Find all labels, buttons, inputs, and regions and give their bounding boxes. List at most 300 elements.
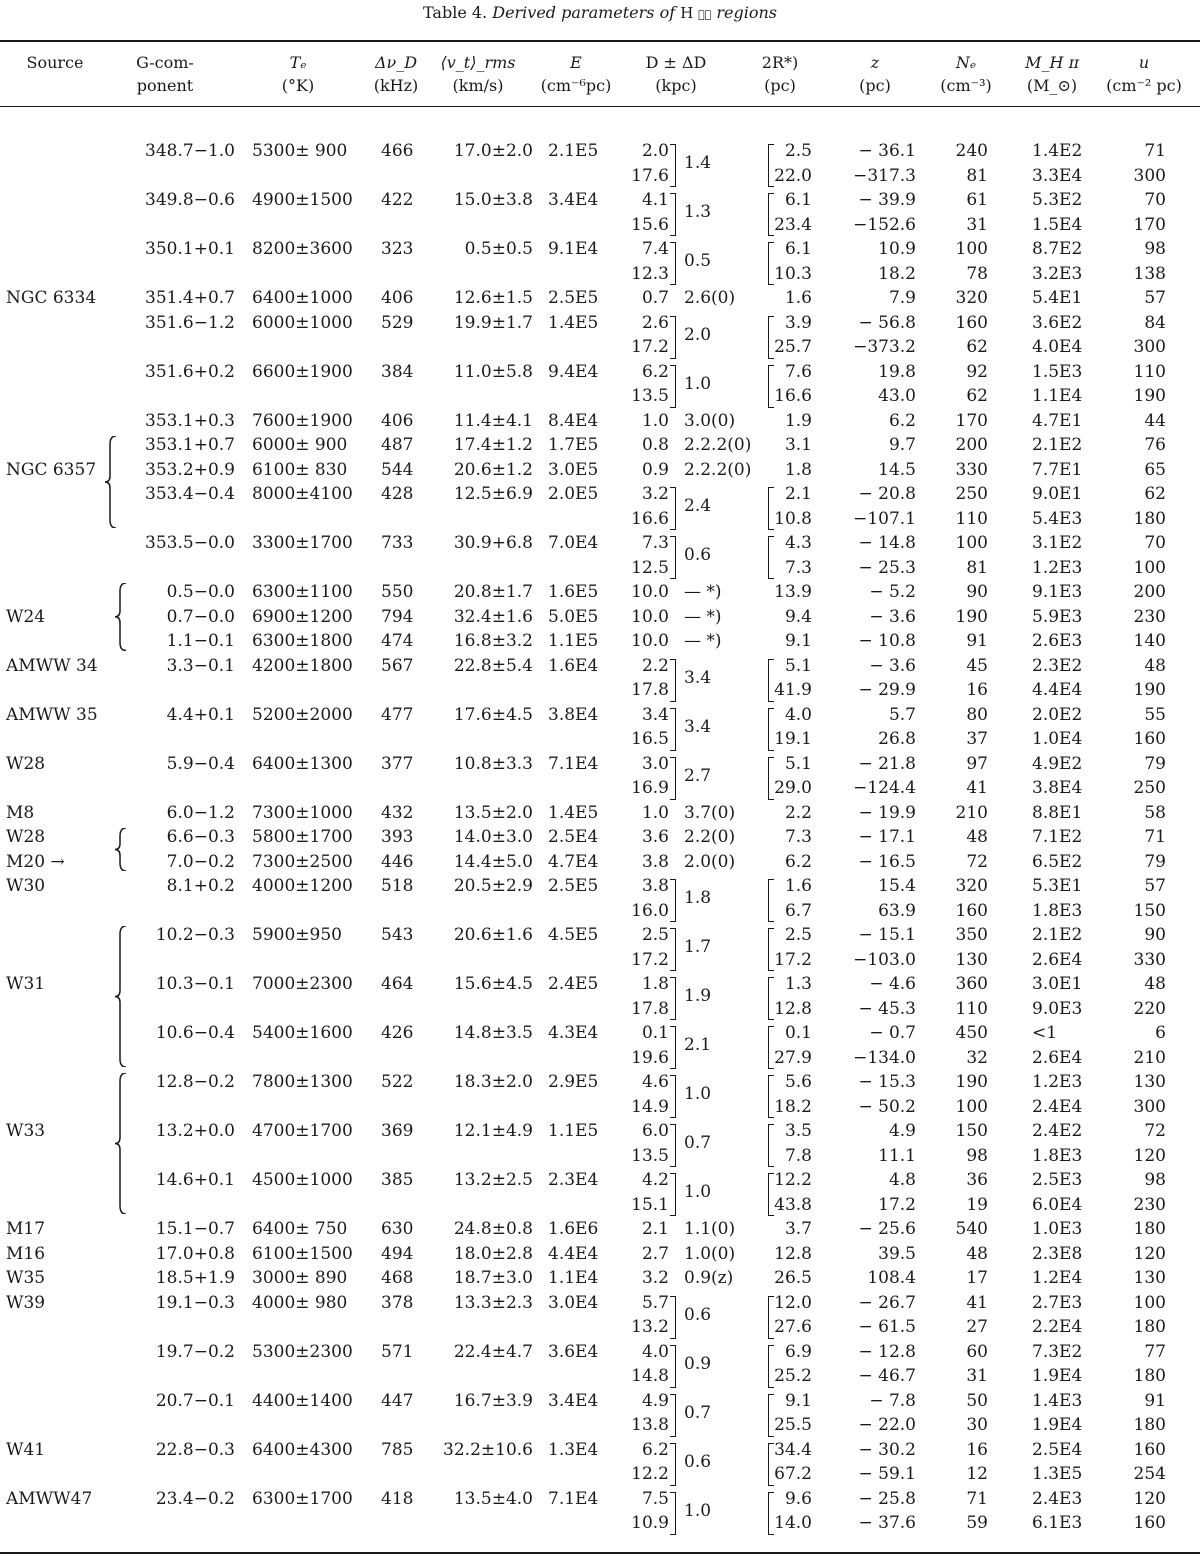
delta-d-cell: 1.0 xyxy=(684,1500,712,1521)
mass-cell: 1.5E4 xyxy=(1032,214,1083,235)
z-cell: − 46.7 xyxy=(858,1366,916,1386)
mass-cell: 5.3E2 xyxy=(1032,190,1083,210)
mass-cell: 1.0E4 xyxy=(1032,729,1083,749)
emission-cell: 3.0E4 xyxy=(548,1292,599,1313)
u-cell: 150 xyxy=(1133,900,1166,921)
table-row xyxy=(0,1242,1200,1267)
vt-cell: 13.3±2.3 xyxy=(453,1292,533,1313)
z-cell: − 15.1 xyxy=(858,925,916,945)
ne-cell: 90 xyxy=(966,582,988,602)
u-cell: 180 xyxy=(1133,1415,1166,1435)
mass-cell: 2.7E3 xyxy=(1032,1292,1083,1313)
ne-cell: 32 xyxy=(966,1047,988,1068)
z-cell: − 26.7 xyxy=(858,1292,916,1313)
col-header-line1: G-com- xyxy=(136,53,194,72)
mass-cell: 3.3E4 xyxy=(1032,165,1083,186)
ne-cell: 12 xyxy=(966,1464,988,1484)
z-cell: 17.2 xyxy=(878,1194,916,1215)
table-row xyxy=(0,1487,1200,1536)
table-row xyxy=(0,605,1200,630)
te-cell: 4000± 980 xyxy=(252,1292,348,1313)
col-header-line1: Tₑ xyxy=(289,53,307,72)
delta-d-cell: 2.4 xyxy=(684,496,712,517)
delta-nu-cell: 377 xyxy=(381,753,414,774)
distance-cell: 10.0 xyxy=(631,606,669,627)
vt-cell: 20.6±1.2 xyxy=(453,459,533,480)
delta-d-cell: 0.9(z) xyxy=(684,1268,734,1288)
radius-bracket xyxy=(768,1026,774,1069)
distance-cell: 16.0 xyxy=(631,900,669,921)
radius-cell: 16.6 xyxy=(774,386,812,406)
table-row xyxy=(0,139,1200,188)
distance-cell: 17.6 xyxy=(631,165,669,186)
table-row xyxy=(0,409,1200,434)
radius-cell: 4.0 xyxy=(784,704,812,725)
radius-cell: 5.1 xyxy=(784,753,812,774)
radius-bracket xyxy=(768,1173,774,1216)
table-row xyxy=(0,311,1200,360)
g-component-cell: 351.4+0.7 xyxy=(145,288,235,308)
radius-cell: 2.5 xyxy=(784,141,812,161)
table-row xyxy=(0,1291,1200,1340)
radius-cell: 22.0 xyxy=(774,165,812,186)
delta-nu-cell: 384 xyxy=(381,361,414,382)
te-cell: 4200±1800 xyxy=(252,655,353,676)
g-component-cell: 10.2−0.3 xyxy=(155,925,235,945)
emission-cell: 4.5E5 xyxy=(548,925,599,945)
radius-cell: 27.6 xyxy=(774,1317,812,1337)
distance-cell: 2.6 xyxy=(641,312,669,333)
radius-cell: 12.0 xyxy=(774,1292,812,1313)
radius-cell: 6.1 xyxy=(784,190,812,210)
ne-cell: 130 xyxy=(955,949,988,970)
u-cell: 120 xyxy=(1133,1243,1166,1264)
table-row xyxy=(0,580,1200,605)
radius-cell: 3.1 xyxy=(784,435,812,455)
delta-d-cell: 2.2(0) xyxy=(684,827,736,847)
mass-cell: 5.9E3 xyxy=(1032,606,1083,627)
distance-cell: 16.5 xyxy=(631,729,669,749)
delta-nu-cell: 446 xyxy=(381,851,414,872)
ne-cell: 320 xyxy=(955,876,988,896)
col-header-line2: (kpc) xyxy=(655,76,697,95)
ne-cell: 100 xyxy=(955,239,988,259)
distance-cell: 2.1 xyxy=(641,1219,669,1239)
vt-cell: 20.5±2.9 xyxy=(453,876,533,896)
delta-nu-cell: 406 xyxy=(381,288,414,308)
z-cell: − 25.8 xyxy=(858,1488,916,1509)
radius-bracket xyxy=(768,1075,774,1118)
col-header-line1: Source xyxy=(26,53,84,72)
u-cell: 76 xyxy=(1144,435,1166,455)
distance-bracket xyxy=(670,977,676,1020)
distance-bracket xyxy=(670,242,676,285)
delta-d-cell: 2.2.2(0) xyxy=(684,459,752,480)
te-cell: 4500±1000 xyxy=(252,1170,353,1190)
mass-cell: 9.0E1 xyxy=(1032,484,1083,504)
vt-cell: 17.4±1.2 xyxy=(453,435,533,455)
emission-cell: 1.3E4 xyxy=(548,1439,599,1460)
mass-cell: 7.7E1 xyxy=(1032,459,1083,480)
radius-bracket xyxy=(768,316,774,359)
table-row xyxy=(0,1168,1200,1217)
vt-cell: 18.3±2.0 xyxy=(453,1072,533,1092)
distance-bracket xyxy=(670,365,676,408)
vt-cell: 16.8±3.2 xyxy=(453,631,533,651)
distance-bracket xyxy=(670,193,676,236)
te-cell: 6300±1100 xyxy=(252,582,353,602)
radius-cell: 3.5 xyxy=(784,1121,812,1141)
delta-nu-cell: 567 xyxy=(381,655,414,676)
radius-bracket xyxy=(768,1124,774,1167)
emission-cell: 2.1E5 xyxy=(548,141,599,161)
delta-d-cell: 1.0 xyxy=(684,1182,712,1203)
delta-nu-cell: 393 xyxy=(381,827,414,847)
z-cell: 19.8 xyxy=(878,361,916,382)
group-brace xyxy=(104,436,118,528)
delta-d-cell: 3.4 xyxy=(684,716,712,737)
table-row xyxy=(0,825,1200,850)
z-cell: − 30.2 xyxy=(858,1439,916,1460)
radius-cell: 12.2 xyxy=(774,1170,812,1190)
ne-cell: 100 xyxy=(955,1096,988,1117)
ne-cell: 19 xyxy=(966,1194,988,1215)
col-header-line2: (cm⁻³) xyxy=(940,76,992,95)
distance-cell: 3.0 xyxy=(641,753,669,774)
z-cell: − 56.8 xyxy=(858,312,916,333)
te-cell: 6400± 750 xyxy=(252,1219,348,1239)
emission-cell: 1.6E6 xyxy=(548,1219,599,1239)
u-cell: 71 xyxy=(1144,141,1166,161)
g-component-cell: 353.5−0.0 xyxy=(145,533,235,553)
radius-bracket xyxy=(768,977,774,1020)
g-component-cell: 7.0−0.2 xyxy=(166,851,235,872)
vt-cell: 14.8±3.5 xyxy=(453,1023,533,1043)
delta-nu-cell: 494 xyxy=(381,1243,414,1264)
distance-cell: 4.0 xyxy=(641,1341,669,1362)
source-cell: W30 xyxy=(6,876,46,896)
g-component-cell: 1.1−0.1 xyxy=(166,631,235,651)
u-cell: 140 xyxy=(1133,631,1166,651)
delta-nu-cell: 518 xyxy=(381,876,414,896)
distance-cell: 1.0 xyxy=(641,410,669,431)
radius-cell: 7.3 xyxy=(784,557,812,578)
distance-cell: 0.9 xyxy=(641,459,669,480)
ne-cell: 200 xyxy=(955,435,988,455)
radius-bracket xyxy=(768,928,774,971)
ne-cell: 210 xyxy=(955,802,988,823)
z-cell: 4.9 xyxy=(888,1121,916,1141)
radius-bracket xyxy=(768,1296,774,1339)
delta-nu-cell: 447 xyxy=(381,1390,414,1411)
table-row xyxy=(0,1389,1200,1438)
ne-cell: 97 xyxy=(966,753,988,774)
ne-cell: 170 xyxy=(955,410,988,431)
ne-cell: 60 xyxy=(966,1341,988,1362)
z-cell: − 25.3 xyxy=(858,557,916,578)
vt-cell: 20.8±1.7 xyxy=(453,582,533,602)
radius-cell: 25.7 xyxy=(774,337,812,357)
g-component-cell: 10.3−0.1 xyxy=(155,974,235,994)
table-row xyxy=(0,1217,1200,1242)
te-cell: 8000±4100 xyxy=(252,484,353,504)
emission-cell: 9.4E4 xyxy=(548,361,599,382)
distance-bracket xyxy=(670,879,676,922)
source-cell: M8 xyxy=(6,802,35,823)
g-component-cell: 12.8−0.2 xyxy=(155,1072,235,1092)
te-cell: 6300±1700 xyxy=(252,1488,353,1509)
emission-cell: 3.4E4 xyxy=(548,190,599,210)
z-cell: − 39.9 xyxy=(858,190,916,210)
distance-cell: 10.0 xyxy=(631,582,669,602)
distance-cell: 17.2 xyxy=(631,337,669,357)
u-cell: 138 xyxy=(1133,263,1166,284)
delta-nu-cell: 544 xyxy=(381,459,414,480)
distance-bracket xyxy=(670,1492,676,1535)
delta-nu-cell: 428 xyxy=(381,484,414,504)
col-header-line1: 2R*) xyxy=(761,53,799,72)
delta-nu-cell: 733 xyxy=(381,533,414,553)
u-cell: 48 xyxy=(1144,974,1166,994)
mass-cell: 1.4E3 xyxy=(1032,1390,1083,1411)
mass-cell: 1.2E3 xyxy=(1032,1072,1083,1092)
distance-cell: 4.1 xyxy=(641,190,669,210)
emission-cell: 9.1E4 xyxy=(548,239,599,259)
u-cell: 6 xyxy=(1155,1023,1166,1043)
mass-cell: 1.8E3 xyxy=(1032,900,1083,921)
emission-cell: 1.1E5 xyxy=(548,1121,599,1141)
ne-cell: 91 xyxy=(966,631,988,651)
ne-cell: 540 xyxy=(955,1219,988,1239)
col-header-line2: (cm⁻⁶pc) xyxy=(540,76,612,95)
distance-bracket xyxy=(670,144,676,187)
emission-cell: 1.7E5 xyxy=(548,435,599,455)
distance-bracket xyxy=(670,1443,676,1486)
vt-cell: 15.6±4.5 xyxy=(453,974,533,994)
g-component-cell: 353.4−0.4 xyxy=(145,484,235,504)
u-cell: 254 xyxy=(1133,1464,1166,1484)
mass-cell: 1.1E4 xyxy=(1032,386,1083,406)
table-row xyxy=(0,801,1200,826)
mass-cell: 1.2E3 xyxy=(1032,557,1083,578)
emission-cell: 4.3E4 xyxy=(548,1023,599,1043)
distance-bracket xyxy=(670,1394,676,1437)
mass-cell: 2.4E2 xyxy=(1032,1121,1083,1141)
delta-d-cell: 3.7(0) xyxy=(684,802,736,823)
u-cell: 90 xyxy=(1144,925,1166,945)
delta-nu-cell: 785 xyxy=(381,1439,414,1460)
table-row xyxy=(0,458,1200,483)
source-cell: W28 xyxy=(6,827,46,847)
z-cell: − 3.6 xyxy=(869,606,916,627)
vt-cell: 19.9±1.7 xyxy=(453,312,533,333)
te-cell: 6100±1500 xyxy=(252,1243,353,1264)
radius-cell: 6.2 xyxy=(784,851,812,872)
g-component-cell: 17.0+0.8 xyxy=(155,1243,235,1264)
distance-cell: 6.2 xyxy=(641,1439,669,1460)
z-cell: 18.2 xyxy=(878,263,916,284)
g-component-cell: 350.1+0.1 xyxy=(145,239,235,259)
radius-cell: 67.2 xyxy=(774,1464,812,1484)
u-cell: 210 xyxy=(1133,1047,1166,1068)
te-cell: 6400±1000 xyxy=(252,288,353,308)
z-cell: − 37.6 xyxy=(858,1513,916,1533)
u-cell: 130 xyxy=(1133,1268,1166,1288)
ne-cell: 360 xyxy=(955,974,988,994)
delta-nu-cell: 630 xyxy=(381,1219,414,1239)
radius-cell: 7.8 xyxy=(784,1145,812,1166)
mass-cell: 2.1E2 xyxy=(1032,435,1083,455)
u-cell: 200 xyxy=(1133,582,1166,602)
delta-nu-cell: 522 xyxy=(381,1072,414,1092)
source-cell: NGC 6357 xyxy=(6,459,97,480)
table-row xyxy=(0,1021,1200,1070)
z-cell: − 0.7 xyxy=(869,1023,916,1043)
te-cell: 6100± 830 xyxy=(252,459,348,480)
vt-cell: 10.8±3.3 xyxy=(453,753,533,774)
distance-cell: 12.5 xyxy=(631,557,669,578)
vt-cell: 16.7±3.9 xyxy=(453,1390,533,1411)
g-component-cell: 0.5−0.0 xyxy=(166,582,235,602)
col-header-line2: (°K) xyxy=(281,76,315,95)
radius-cell: 7.6 xyxy=(784,361,812,382)
u-cell: 44 xyxy=(1144,410,1166,431)
te-cell: 6000±1000 xyxy=(252,312,353,333)
u-cell: 84 xyxy=(1144,312,1166,333)
delta-d-cell: 0.6 xyxy=(684,1451,712,1472)
col-header-line1: D ± ΔD xyxy=(645,53,707,72)
delta-d-cell: 1.4 xyxy=(684,153,712,174)
radius-cell: 1.6 xyxy=(784,876,812,896)
source-cell: M16 xyxy=(6,1243,46,1264)
g-component-cell: 353.1+0.7 xyxy=(145,435,235,455)
g-component-cell: 0.7−0.0 xyxy=(166,606,235,627)
radius-bracket xyxy=(768,144,774,187)
emission-cell: 1.6E4 xyxy=(548,655,599,676)
u-cell: 120 xyxy=(1133,1488,1166,1509)
table-row xyxy=(0,629,1200,654)
emission-cell: 2.3E4 xyxy=(548,1170,599,1190)
ne-cell: 48 xyxy=(966,1243,988,1264)
distance-cell: 0.8 xyxy=(641,435,669,455)
ne-cell: 450 xyxy=(955,1023,988,1043)
delta-d-cell: 3.4 xyxy=(684,667,712,688)
distance-cell: 6.0 xyxy=(641,1121,669,1141)
mass-cell: 9.1E3 xyxy=(1032,582,1083,602)
emission-cell: 1.1E4 xyxy=(548,1268,599,1288)
mass-cell: 5.4E1 xyxy=(1032,288,1083,308)
radius-cell: 12.8 xyxy=(774,998,812,1019)
ne-cell: 31 xyxy=(966,214,988,235)
u-cell: 130 xyxy=(1133,1072,1166,1092)
ne-cell: 150 xyxy=(955,1121,988,1141)
radius-cell: 25.2 xyxy=(774,1366,812,1386)
z-cell: − 25.6 xyxy=(858,1219,916,1239)
source-cell: AMWW47 xyxy=(6,1488,93,1509)
u-cell: 98 xyxy=(1144,1170,1166,1190)
table-row xyxy=(0,850,1200,875)
emission-cell: 7.1E4 xyxy=(548,1488,599,1509)
source-cell: AMWW 34 xyxy=(6,655,98,676)
radius-bracket xyxy=(768,1492,774,1535)
table-row xyxy=(0,972,1200,1021)
col-header-line2: (pc) xyxy=(764,76,796,95)
radius-cell: 5.6 xyxy=(784,1072,812,1092)
te-cell: 3300±1700 xyxy=(252,533,353,553)
g-component-cell: 15.1−0.7 xyxy=(155,1219,235,1239)
mass-cell: 2.5E4 xyxy=(1032,1439,1083,1460)
z-cell: − 4.6 xyxy=(869,974,916,994)
mass-cell: 4.4E4 xyxy=(1032,680,1083,700)
z-cell: − 12.8 xyxy=(858,1341,916,1362)
delta-nu-cell: 529 xyxy=(381,312,414,333)
delta-d-cell: 1.0 xyxy=(684,1084,712,1105)
delta-d-cell: 2.6(0) xyxy=(684,288,736,308)
g-component-cell: 4.4+0.1 xyxy=(166,704,235,725)
u-cell: 190 xyxy=(1133,386,1166,406)
g-component-cell: 19.7−0.2 xyxy=(155,1341,235,1362)
distance-bracket xyxy=(670,708,676,751)
ne-cell: 50 xyxy=(966,1390,988,1411)
g-component-cell: 14.6+0.1 xyxy=(155,1170,235,1190)
radius-cell: 6.1 xyxy=(784,239,812,259)
distance-cell: 3.2 xyxy=(641,1268,669,1288)
mass-cell: 2.4E3 xyxy=(1032,1488,1083,1509)
ne-cell: 80 xyxy=(966,704,988,725)
z-cell: − 5.2 xyxy=(869,582,916,602)
ne-cell: 37 xyxy=(966,729,988,749)
distance-cell: 7.5 xyxy=(641,1488,669,1509)
z-cell: − 29.9 xyxy=(858,680,916,700)
vt-cell: 11.0±5.8 xyxy=(453,361,533,382)
mass-cell: 2.0E2 xyxy=(1032,704,1083,725)
distance-cell: 13.2 xyxy=(631,1317,669,1337)
ne-cell: 320 xyxy=(955,288,988,308)
u-cell: 57 xyxy=(1144,288,1166,308)
ne-cell: 190 xyxy=(955,1072,988,1092)
delta-d-cell: 1.8 xyxy=(684,888,712,909)
z-cell: −134.0 xyxy=(853,1047,916,1068)
z-cell: −107.1 xyxy=(853,508,916,529)
ne-cell: 190 xyxy=(955,606,988,627)
u-cell: 160 xyxy=(1133,729,1166,749)
u-cell: 48 xyxy=(1144,655,1166,676)
mass-cell: 1.4E2 xyxy=(1032,141,1083,161)
mass-cell: 1.8E3 xyxy=(1032,1145,1083,1166)
distance-bracket xyxy=(670,757,676,800)
z-cell: − 19.9 xyxy=(858,802,916,823)
u-cell: 65 xyxy=(1144,459,1166,480)
col-header-line2: ponent xyxy=(136,76,194,95)
delta-d-cell: — *) xyxy=(684,606,722,627)
radius-bracket xyxy=(768,487,774,530)
radius-cell: 23.4 xyxy=(774,214,812,235)
delta-d-cell: 0.9 xyxy=(684,1353,712,1374)
delta-d-cell: 2.0(0) xyxy=(684,851,736,872)
z-cell: 11.1 xyxy=(878,1145,916,1166)
z-cell: − 14.8 xyxy=(858,533,916,553)
z-cell: − 20.8 xyxy=(858,484,916,504)
mass-cell: 2.1E2 xyxy=(1032,925,1083,945)
u-cell: 55 xyxy=(1144,704,1166,725)
emission-cell: 5.0E5 xyxy=(548,606,599,627)
radius-cell: 9.1 xyxy=(784,631,812,651)
distance-bracket xyxy=(670,928,676,971)
te-cell: 3000± 890 xyxy=(252,1268,348,1288)
table-row xyxy=(0,1438,1200,1487)
emission-cell: 2.4E5 xyxy=(548,974,599,994)
table-row xyxy=(0,237,1200,286)
